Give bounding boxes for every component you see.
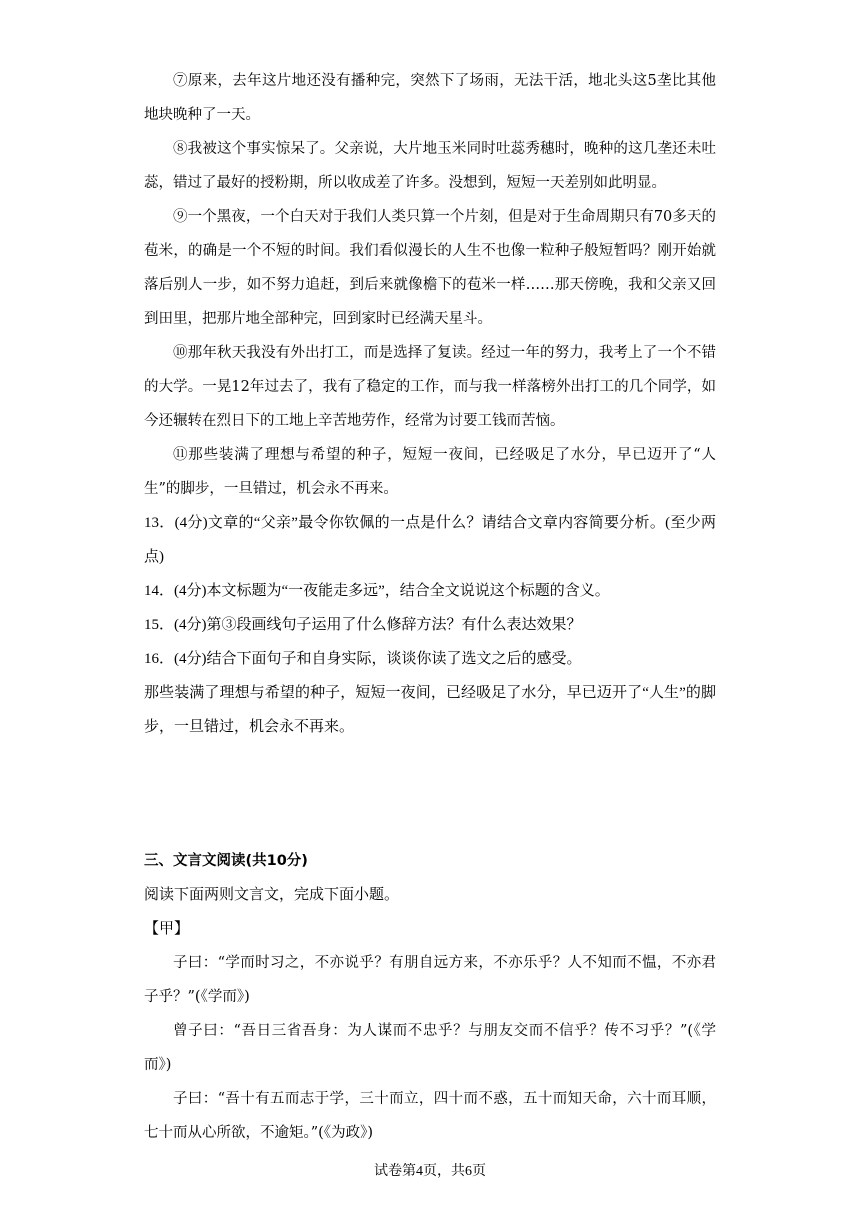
section-heading: 三、文言文阅读(共10分) [144, 853, 308, 869]
question-15: 15．(4分)第③段画线句子运用了什么修辞方法？有什么表达效果？ [144, 617, 582, 633]
paragraph-9: ⑨一个黑夜，一个白天对于我们人类只算一个片刻，但是对于生命周期只有70多天的苞米，的确是一个不短的时间。我们看似漫长的人生不也像一粒种子般短暂吗？刚开始就落后别人一步，如不努力追赶，到后来就像檐下的苞米一样……那天傍晚，我和父亲又回到田里，把那片地全部种完，回到家时已经满天星斗。 [144, 209, 716, 327]
text-label-a: 【甲】 [144, 921, 190, 937]
paragraph-11: ⑪那些装满了理想与希望的种子，短短一夜间，已经吸足了水分，早已迈开了“人生”的脚步，一旦错过，机会永不再来。 [144, 447, 716, 497]
paragraph-10: ⑩那年秋天我没有外出打工，而是选择了复读。经过一年的努力，我考上了一个不错的大学。一晃12年过去了，我有了稳定的工作，而与我一样落榜外出打工的几个同学，如今还辗转在烈日下的工地上辛苦地劳作，经常为讨要工钱而苦恼。 [144, 345, 716, 429]
classical-text-2: 曾子曰：“吾日三省吾身：为人谋而不忠乎？与朋友交而不信乎？传不习乎？”(《学而》) [144, 1023, 716, 1073]
question-16-quote: 那些装满了理想与希望的种子，短短一夜间，已经吸足了水分，早已迈开了“人生”的脚步，一旦错过，机会永不再来。 [144, 685, 716, 735]
classical-text-1: 子曰：“学而时习之，不亦说乎？有朋自远方来，不亦乐乎？人不知而不愠，不亦君子乎？”(《学而》) [144, 955, 716, 1005]
question-16: 16．(4分)结合下面句子和自身实际，谈谈你读了选文之后的感受。 [144, 651, 582, 667]
classical-text-3: 子曰：“吾十有五而志于学，三十而立，四十而不惑，五十而知天命，六十而耳顺，七十而从心所欲，不逾矩。”(《为政》) [144, 1091, 716, 1141]
page-footer: 试卷第4页，共6页 [374, 1164, 486, 1179]
paragraph-7: ⑦原来，去年这片地还没有播种完，突然下了场雨，无法干活，地北头这5垄比其他地块晚种了一天。 [144, 73, 716, 123]
question-14: 14．(4分)本文标题为“一夜能走多远”，结合全文说说这个标题的含义。 [144, 583, 610, 599]
paragraph-8: ⑧我被这个事实惊呆了。父亲说，大片地玉米同时吐蕊秀穗时，晚种的这几垄还未吐蕊，错过了最好的授粉期，所以收成差了许多。没想到，短短一天差别如此明显。 [144, 141, 716, 191]
section-instruction: 阅读下面两则文言文，完成下面小题。 [144, 887, 400, 903]
question-13: 13．(4分)文章的“父亲”最令你钦佩的一点是什么？请结合文章内容简要分析。(至少两点) [144, 515, 716, 565]
